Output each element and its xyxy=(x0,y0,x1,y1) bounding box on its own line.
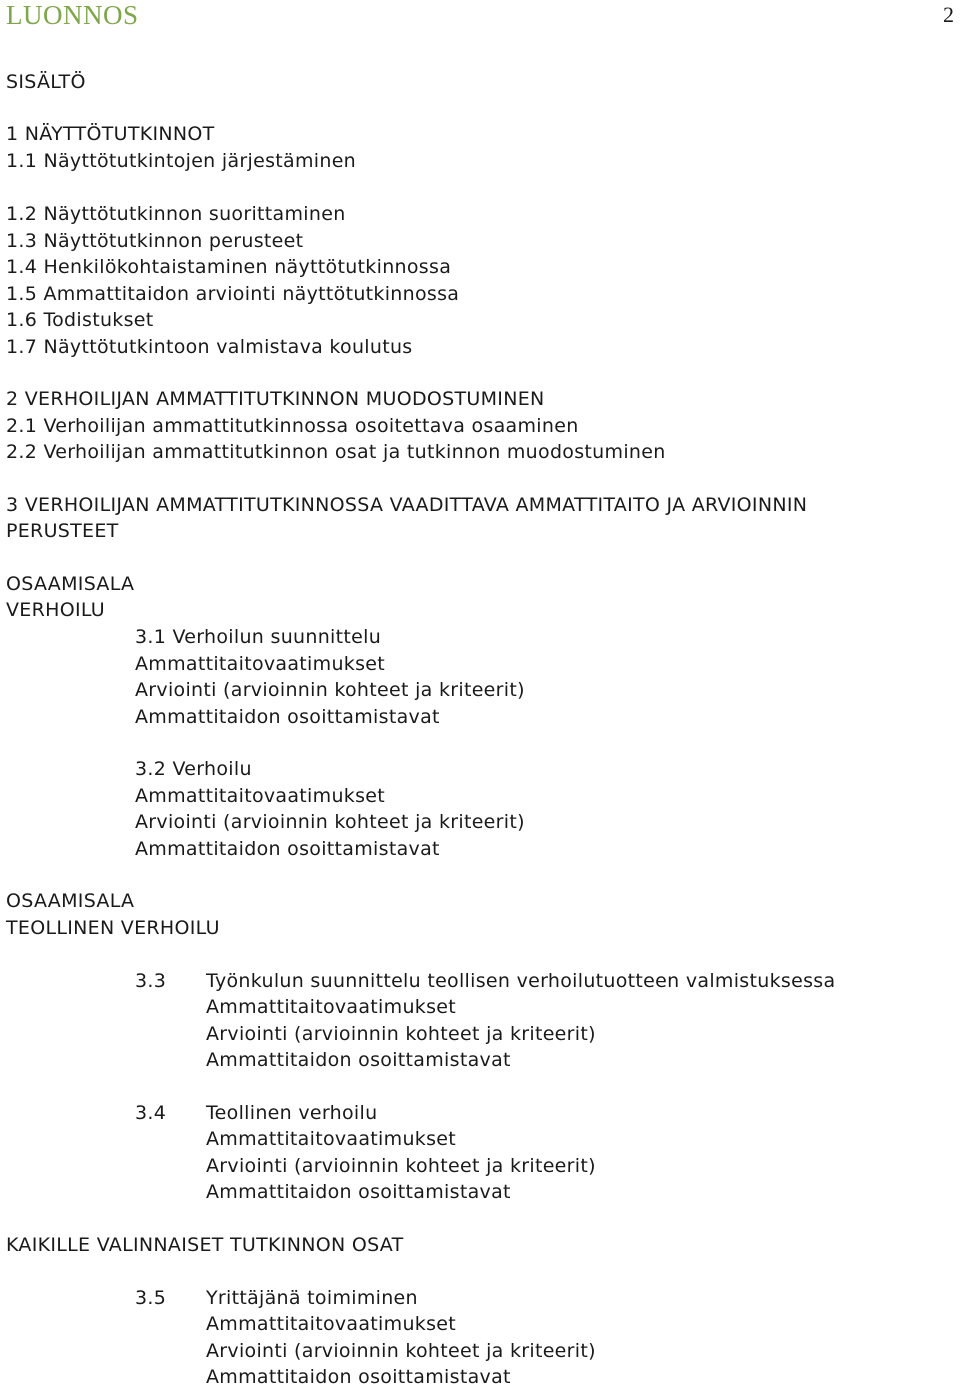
toc-item-number: 3.3 xyxy=(135,970,167,992)
toc-heading-3[interactable]: 3 VERHOILIJAN AMMATTITUTKINNOSSA VAADITTAVA AMMATTITAITO JA ARVIOINNIN xyxy=(6,494,808,516)
toc-item-3-2[interactable]: 3.2 Verhoilu xyxy=(135,758,252,780)
toc-item-2-2[interactable]: 2.2 Verhoilijan ammattitutkinnon osat ja tutkinnon muodostuminen xyxy=(6,441,666,463)
toc-subitem[interactable]: Arviointi (arvioinnin kohteet ja kriteerit) xyxy=(206,1023,596,1045)
toc-subitem[interactable]: Ammattitaitovaatimukset xyxy=(206,1128,457,1150)
toc-subitem[interactable]: Arviointi (arvioinnin kohteet ja kriteerit) xyxy=(135,811,525,833)
osaamisala-name-1: VERHOILU xyxy=(6,599,105,621)
toc-item-title: Työnkulun suunnittelu teollisen verhoilutuotteen valmistuksessa xyxy=(206,970,836,992)
toc-item-3-1[interactable]: 3.1 Verhoilun suunnittelu xyxy=(135,626,382,648)
toc-subitem[interactable]: Ammattitaidon osoittamistavat xyxy=(135,838,440,860)
toc-item-3-3[interactable] xyxy=(135,969,835,993)
toc-item-title: Teollinen verhoilu xyxy=(206,1102,378,1124)
toc-item-3-5[interactable] xyxy=(135,1286,418,1310)
draft-label: LUONNOS xyxy=(6,0,139,30)
optional-parts-heading[interactable]: KAIKILLE VALINNAISET TUTKINNON OSAT xyxy=(6,1234,404,1256)
toc-subitem[interactable]: Ammattitaitovaatimukset xyxy=(135,785,386,807)
osaamisala-label-2: OSAAMISALA xyxy=(6,890,135,912)
toc-item-1-7[interactable]: 1.7 Näyttötutkintoon valmistava koulutus xyxy=(6,336,413,358)
toc-subitem[interactable]: Ammattitaitovaatimukset xyxy=(206,996,457,1018)
toc-item-number: 3.5 xyxy=(135,1287,167,1309)
toc-item-1-6[interactable]: 1.6 Todistukset xyxy=(6,309,154,331)
toc-title: SISÄLTÖ xyxy=(6,71,86,93)
toc-subitem[interactable]: Arviointi (arvioinnin kohteet ja kriteerit) xyxy=(206,1340,596,1362)
toc-item-title: Yrittäjänä toimiminen xyxy=(206,1287,418,1309)
toc-item-1-4[interactable]: 1.4 Henkilökohtaistaminen näyttötutkinnossa xyxy=(6,256,452,278)
toc-subitem[interactable]: Ammattitaitovaatimukset xyxy=(206,1313,457,1335)
toc-subitem[interactable]: Ammattitaidon osoittamistavat xyxy=(206,1181,511,1203)
toc-subitem[interactable]: Arviointi (arvioinnin kohteet ja kriteerit) xyxy=(206,1155,596,1177)
toc-subitem[interactable]: Ammattitaitovaatimukset xyxy=(135,653,386,675)
toc-subitem[interactable]: Ammattitaidon osoittamistavat xyxy=(206,1049,511,1071)
toc-item-1-1[interactable]: 1.1 Näyttötutkintojen järjestäminen xyxy=(6,150,357,172)
osaamisala-label-1: OSAAMISALA xyxy=(6,573,135,595)
toc-item-number: 3.4 xyxy=(135,1102,167,1124)
toc-item-1-2[interactable]: 1.2 Näyttötutkinnon suorittaminen xyxy=(6,203,346,225)
toc-heading-2[interactable]: 2 VERHOILIJAN AMMATTITUTKINNON MUODOSTUMINEN xyxy=(6,388,545,410)
toc-item-2-1[interactable]: 2.1 Verhoilijan ammattitutkinnossa osoitettava osaaminen xyxy=(6,415,579,437)
toc-heading-1[interactable]: 1 NÄYTTÖTUTKINNOT xyxy=(6,123,215,145)
page-number: 2 xyxy=(943,2,954,27)
toc-subitem[interactable]: Ammattitaidon osoittamistavat xyxy=(135,706,440,728)
toc-subitem[interactable]: Ammattitaidon osoittamistavat xyxy=(206,1366,511,1388)
toc-item-1-5[interactable]: 1.5 Ammattitaidon arviointi näyttötutkinnossa xyxy=(6,283,460,305)
toc-subitem[interactable]: Arviointi (arvioinnin kohteet ja kriteerit) xyxy=(135,679,525,701)
toc-heading-3-cont[interactable]: PERUSTEET xyxy=(6,520,119,542)
page-header xyxy=(0,0,960,34)
toc-item-3-4[interactable] xyxy=(135,1101,377,1125)
toc-item-1-3[interactable]: 1.3 Näyttötutkinnon perusteet xyxy=(6,230,304,252)
osaamisala-name-2: TEOLLINEN VERHOILU xyxy=(6,917,220,939)
